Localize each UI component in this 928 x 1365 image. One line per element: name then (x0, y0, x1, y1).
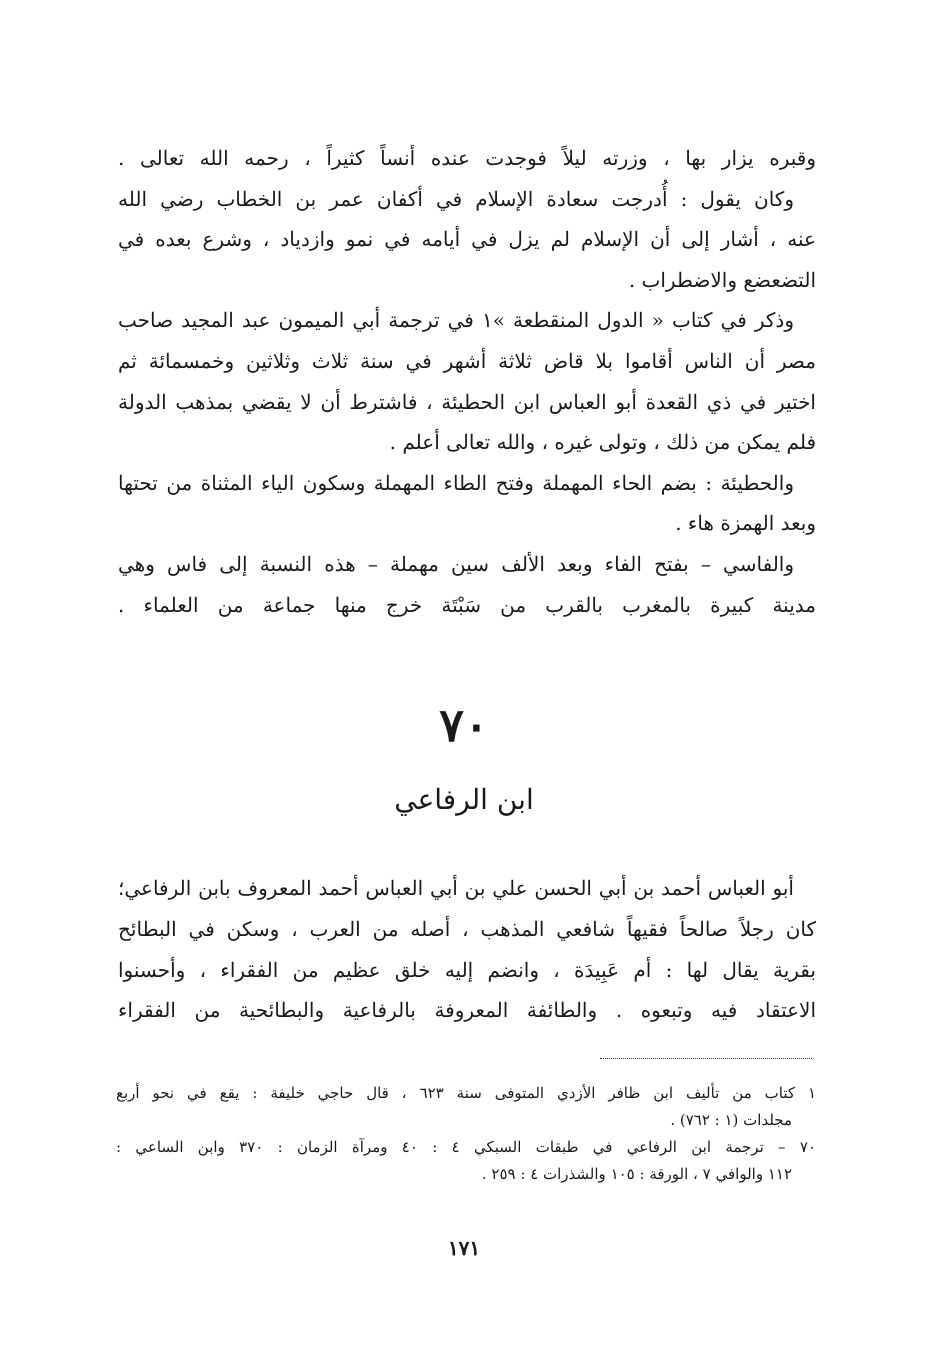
text-line: وكان يقول : أُدرجت سعادة الإسلام في أكفان عمر بن الخطاب رضي الله (118, 186, 794, 211)
footnote-line: ٧٠ – ترجمة ابن الرفاعي في طبقات السبكي ٤ : ٤٠ ومرآة الزمان : ٣٧٠ وابن الساعي : (116, 1138, 816, 1156)
text-line: فلم يمكن من ذلك ، وتولى غيره ، والله تعالى أعلم . (389, 430, 816, 455)
footnotes (116, 1080, 816, 1188)
footnote-line: ١١٢ والوافي ٧ ، الورقة : ١٠٥ والشذرات ٤ : ٢٥٩ . (481, 1165, 792, 1183)
previous-entry-text (118, 138, 816, 625)
biography-text (118, 868, 816, 1031)
footnote-divider (600, 1058, 812, 1059)
text-line: اختير في ذي القعدة أبو العباس ابن الحطيئة ، فاشترط أن لا يقضي بمذهب الدولة (118, 389, 816, 414)
text-line: والحطيئة : بضم الحاء المهملة وفتح الطاء المهملة وسكون الياء المثناة من تحتها (118, 470, 794, 495)
text-line: وقبره يزار بها ، وزرته ليلاً فوجدت عنده أنساً كثيراً ، رحمه الله تعالى . (118, 146, 816, 170)
text-line: مصر أن الناس أقاموا بلا قاض ثلاثة أشهر في سنة ثلاث وثلاثين وخمسمائة ثم (118, 348, 816, 373)
text-line: وبعد الهمزة هاء . (675, 511, 816, 536)
page-number: ١٧١ (447, 1236, 481, 1260)
entry-number: ٧٠ (439, 698, 489, 752)
footnote-line: ١ كتاب من تأليف ابن ظافر الأزدي المتوفى سنة ٦٢٣ ، قال حاجي خليفة : يقع في نحو أربع (116, 1084, 816, 1102)
text-line: والفاسي – بفتح الفاء وبعد الألف سين مهملة – هذه النسبة إلى فاس وهي (118, 551, 794, 576)
text-line: بقرية يقال لها : أم عَبِيدَة ، وانضم إليه خلق عظيم من الفقراء ، وأحسنوا (118, 957, 816, 982)
text-line: الاعتقاد فيه وتبعوه . والطائفة المعروفة بالرفاعية والبطائحية من الفقراء (118, 998, 816, 1023)
text-line: أبو العباس أحمد بن أبي الحسن علي بن أبي العباس أحمد المعروف بابن الرفاعي؛ (118, 876, 794, 900)
text-line: عنه ، أشار إلى أن الإسلام لم يزل في أيامه في نمو وازدياد ، وشرع بعده في (118, 227, 816, 252)
footnote-line: مجلدات (١ : ٧٦٢) . (670, 1111, 792, 1129)
text-line: وذكر في كتاب « الدول المنقطعة »١ في ترجمة أبي الميمون عبد المجيد صاحب (118, 308, 794, 333)
text-line: التضعضع والاضطراب . (628, 267, 816, 292)
text-line: مدينة كبيرة بالمغرب بالقرب من سَبْتَة خرج منها جماعة من العلماء . (118, 592, 816, 617)
text-line: كان رجلاً صالحاً فقيهاً شافعي المذهب ، أصله من العرب ، وسكن في البطائح (118, 916, 816, 941)
entry-title: ابن الرفاعي (394, 783, 534, 816)
